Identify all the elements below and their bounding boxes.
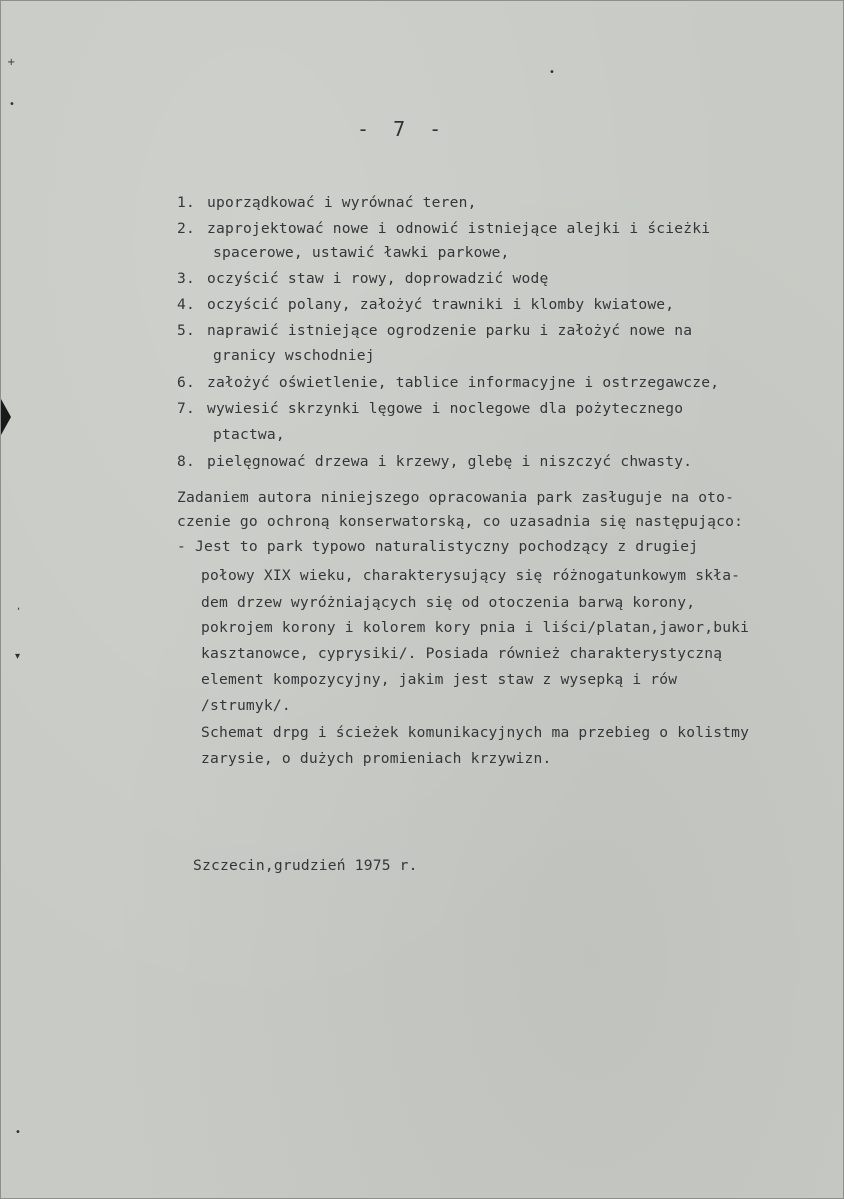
paragraph-line: - Jest to park typowo naturalistyczny pochodzący z drugiej bbox=[177, 538, 699, 555]
list-item-number: 4. bbox=[177, 296, 195, 313]
list-item-text: wywiesić skrzynki lęgowe i noclegowe dla pożytecznego bbox=[207, 400, 684, 417]
paragraph-line: zarysie, o dużych promieniach krzywizn. bbox=[201, 750, 552, 767]
paragraph-line: kasztanowce, cyprysiki/. Posiada również charakterystyczną bbox=[201, 645, 723, 662]
margin-mark: • bbox=[9, 99, 15, 110]
margin-mark: ▾ bbox=[15, 651, 21, 662]
paragraph-line: Schemat drpg i ścieżek komunikacyjnych ma przebieg o kolistmy bbox=[201, 724, 750, 741]
list-item bbox=[177, 399, 683, 419]
list-item bbox=[177, 295, 674, 315]
list-item-number: 7. bbox=[177, 400, 195, 417]
list-item-continuation: spacerowe, ustawić ławki parkowe, bbox=[213, 244, 510, 261]
paragraph-line: dem drzew wyróżniających się od otoczenia barwą korony, bbox=[201, 594, 696, 611]
list-item bbox=[177, 193, 477, 213]
paragraph-line: /strumyk/. bbox=[201, 697, 291, 714]
list-item-number: 1. bbox=[177, 194, 195, 211]
list-item bbox=[177, 321, 692, 341]
list-item-text: zaprojektować nowe i odnowić istniejące alejki i ścieżki bbox=[207, 220, 711, 237]
punch-hole-mark bbox=[1, 399, 11, 435]
list-item bbox=[177, 373, 719, 393]
list-item bbox=[177, 269, 548, 289]
list-item-continuation: granicy wschodniej bbox=[213, 347, 375, 364]
list-item-number: 5. bbox=[177, 322, 195, 339]
list-item-number: 8. bbox=[177, 453, 195, 470]
margin-mark: + bbox=[7, 57, 16, 68]
paragraph-line: Zadaniem autora niniejszego opracowania park zasługuje na oto- bbox=[177, 489, 735, 506]
paragraph-line: połowy XIX wieku, charakterysujący się różnogatunkowym skła- bbox=[201, 567, 741, 584]
paragraph-line: czenie go ochroną konserwatorską, co uzasadnia się następująco: bbox=[177, 513, 744, 530]
margin-mark: , bbox=[17, 601, 21, 612]
paragraph-line: pokrojem korony i kolorem kory pnia i liści/platan,jawor,buki bbox=[201, 619, 750, 636]
margin-mark: • bbox=[15, 1127, 21, 1138]
list-item-number: 3. bbox=[177, 270, 195, 287]
list-item-text: założyć oświetlenie, tablice informacyjne i ostrzegawcze, bbox=[207, 374, 720, 391]
margin-mark: • bbox=[549, 67, 555, 78]
list-item-text: oczyścić staw i rowy, doprowadzić wodę bbox=[207, 270, 549, 287]
list-item-text: naprawić istniejące ogrodzenie parku i założyć nowe na bbox=[207, 322, 693, 339]
page-number: - 7 - bbox=[357, 117, 448, 141]
list-item-text: uporządkować i wyrównać teren, bbox=[207, 194, 477, 211]
list-item-text: oczyścić polany, założyć trawniki i klomby kwiatowe, bbox=[207, 296, 675, 313]
list-item bbox=[177, 452, 692, 472]
list-item-text: pielęgnować drzewa i krzewy, glebę i niszczyć chwasty. bbox=[207, 453, 693, 470]
place-date: Szczecin,grudzień 1975 r. bbox=[193, 857, 418, 874]
list-item-continuation: ptactwa, bbox=[213, 426, 285, 443]
list-item-number: 2. bbox=[177, 220, 195, 237]
list-item bbox=[177, 219, 710, 239]
paragraph-line: element kompozycyjny, jakim jest staw z wysepką i rów bbox=[201, 671, 678, 688]
list-item-number: 6. bbox=[177, 374, 195, 391]
